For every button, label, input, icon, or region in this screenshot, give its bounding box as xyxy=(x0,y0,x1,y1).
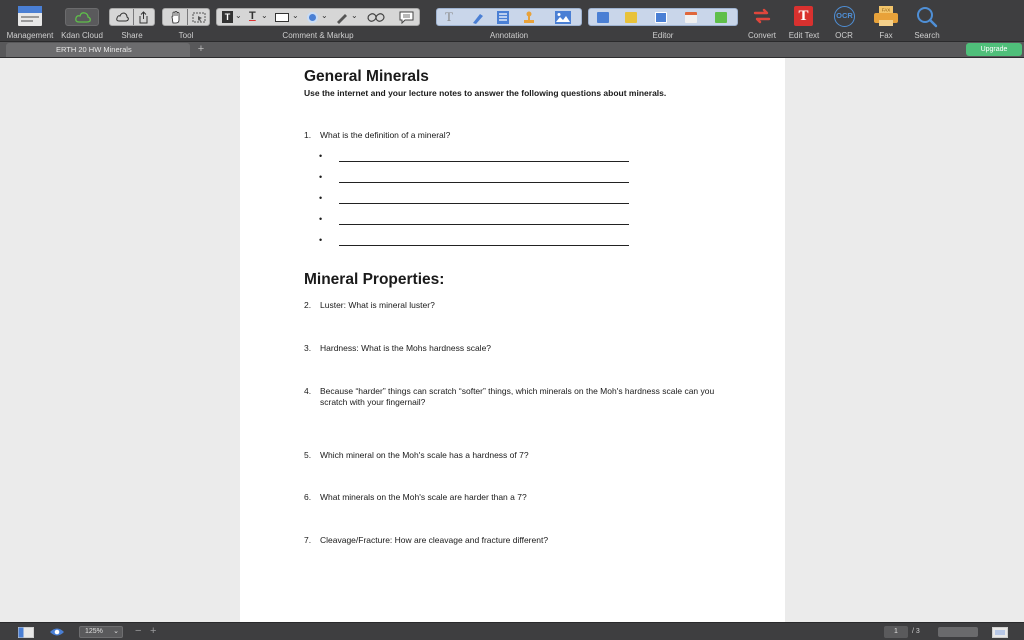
main-toolbar xyxy=(0,0,1024,42)
highlight-pen-icon[interactable] xyxy=(471,11,485,24)
image-icon[interactable] xyxy=(555,11,571,24)
extract-page-icon[interactable] xyxy=(655,12,667,23)
tool-divider xyxy=(187,9,188,25)
convert-label: Convert xyxy=(747,31,776,40)
kdan-cloud-button[interactable] xyxy=(60,4,104,38)
answer-bullet: • xyxy=(319,214,323,224)
answer-bullet: • xyxy=(319,151,323,161)
question-item xyxy=(304,386,734,408)
question-text: What minerals on the Moh's scale are harder than a 7? xyxy=(320,492,527,502)
cloud-outline-icon[interactable] xyxy=(116,12,129,22)
question-item xyxy=(304,300,734,311)
kdan-cloud-label: Kdan Cloud xyxy=(61,31,103,40)
question-text: Which mineral on the Moh's scale has a hardness of 7? xyxy=(320,450,529,460)
tool-segment xyxy=(162,8,210,26)
upgrade-button[interactable]: Upgrade xyxy=(966,43,1022,56)
page-number-input[interactable]: 1 xyxy=(884,626,908,638)
fax-button[interactable] xyxy=(868,4,904,38)
answer-bullet: • xyxy=(319,172,323,182)
document-instructions: Use the internet and your lecture notes to answer the following questions about minerals. xyxy=(304,88,667,98)
question-text: Hardness: What is the Mohs hardness scale? xyxy=(320,343,492,353)
management-label: Management xyxy=(6,31,54,40)
document-workspace[interactable] xyxy=(0,58,1024,622)
question-item xyxy=(304,535,734,546)
fax-icon-text: FAX xyxy=(881,7,891,13)
question-number: 4. xyxy=(304,386,312,396)
text-box-icon[interactable]: T xyxy=(222,11,233,23)
text-color-icon[interactable]: T xyxy=(249,10,256,22)
section-title: Mineral Properties: xyxy=(304,271,445,288)
add-tab-button[interactable]: + xyxy=(197,43,205,55)
question-text: Luster: What is mineral luster? xyxy=(320,300,435,310)
insert-page-icon[interactable] xyxy=(625,12,637,23)
answer-bullet: • xyxy=(319,235,323,245)
search-label: Search xyxy=(914,31,940,40)
comment-markup-label: Comment & Markup xyxy=(282,31,354,40)
zoom-out-button[interactable]: − xyxy=(135,625,142,637)
fax-icon xyxy=(874,6,898,27)
editor-segment xyxy=(588,8,738,26)
chevron-down-icon: ⌄ xyxy=(113,628,119,635)
pen-icon[interactable] xyxy=(335,11,349,24)
ocr-label: OCR xyxy=(835,31,853,40)
note-comment-icon[interactable] xyxy=(399,11,414,24)
cloud-icon xyxy=(75,12,91,23)
question-text: Because “harder” things can scratch “softer” things, which minerals on the Moh's hardness scale can you scratch with your fingernail? xyxy=(320,386,715,407)
question-item xyxy=(304,492,734,503)
edit-text-label: Edit Text xyxy=(788,31,820,40)
rectangle-shape-icon[interactable] xyxy=(275,13,289,22)
ocr-icon: OCR xyxy=(834,6,855,27)
answer-line[interactable] xyxy=(339,203,629,204)
question-number: 1. xyxy=(304,130,312,140)
tool-group xyxy=(160,4,212,38)
sidebar-toggle-icon[interactable] xyxy=(18,627,34,638)
crop-page-icon[interactable] xyxy=(685,12,697,23)
page-thumbnails-icon[interactable] xyxy=(597,12,609,23)
management-button[interactable] xyxy=(2,4,58,38)
answer-line[interactable] xyxy=(339,161,629,162)
question-number: 3. xyxy=(304,343,312,353)
answer-line[interactable] xyxy=(339,182,629,183)
page-navigation-slider[interactable] xyxy=(938,627,978,637)
annotation-label: Annotation xyxy=(489,31,529,40)
share-label: Share xyxy=(121,31,143,40)
question-number: 7. xyxy=(304,535,312,545)
annotation-segment xyxy=(436,8,582,26)
zoom-select[interactable] xyxy=(79,626,123,638)
document-title: General Minerals xyxy=(304,68,429,85)
annotation-group xyxy=(434,4,584,38)
search-button[interactable] xyxy=(908,4,946,38)
hand-icon[interactable] xyxy=(170,11,181,24)
edit-text-button[interactable] xyxy=(784,4,824,38)
tab-bar xyxy=(0,42,1024,58)
convert-icon xyxy=(752,7,772,25)
question-item xyxy=(304,450,734,461)
select-text-icon[interactable] xyxy=(192,12,206,23)
share-segment xyxy=(109,8,155,26)
question-number: 2. xyxy=(304,300,312,310)
share-icon[interactable] xyxy=(138,11,149,24)
tool-label: Tool xyxy=(178,31,194,40)
question-text: What is the definition of a mineral? xyxy=(320,130,451,140)
comment-markup-group xyxy=(214,4,422,38)
fax-label: Fax xyxy=(879,31,893,40)
typewriter-icon[interactable]: T xyxy=(445,9,453,24)
answer-line[interactable] xyxy=(339,245,629,246)
display-mode-icon[interactable] xyxy=(992,627,1008,638)
view-mode-eye-icon[interactable] xyxy=(49,627,65,637)
search-icon xyxy=(916,6,938,28)
color-picker-icon[interactable] xyxy=(307,12,318,23)
ocr-button[interactable] xyxy=(826,4,862,38)
answer-line[interactable] xyxy=(339,224,629,225)
status-bar xyxy=(0,622,1024,640)
chevron-down-icon[interactable]: ⌄ xyxy=(261,11,268,20)
question-item xyxy=(304,343,734,354)
share-group xyxy=(106,4,158,38)
zoom-value: 125% xyxy=(85,628,103,635)
chevron-down-icon[interactable]: ⌄ xyxy=(321,11,328,20)
convert-button[interactable] xyxy=(744,4,780,38)
edit-text-icon: T xyxy=(794,6,813,26)
chevron-down-icon[interactable]: ⌄ xyxy=(351,11,358,20)
editor-label: Editor xyxy=(652,31,674,40)
page-total: / 3 xyxy=(912,628,920,635)
export-page-icon[interactable] xyxy=(715,12,727,23)
share-divider xyxy=(133,9,134,25)
question-text: Cleavage/Fracture: How are cleavage and fracture different? xyxy=(320,535,549,545)
answer-bullet: • xyxy=(319,193,323,203)
chevron-down-icon[interactable]: ⌄ xyxy=(235,11,242,20)
zoom-in-button[interactable]: + xyxy=(150,625,157,637)
chevron-down-icon[interactable]: ⌄ xyxy=(292,11,299,20)
tab-document[interactable]: ERTH 20 HW Minerals xyxy=(6,43,190,57)
question-number: 6. xyxy=(304,492,312,502)
question-number: 5. xyxy=(304,450,312,460)
editor-group xyxy=(588,4,738,38)
list-icon[interactable] xyxy=(497,11,509,24)
kdan-cloud-segment xyxy=(65,8,99,26)
comment-markup-segment xyxy=(216,8,420,26)
question-item xyxy=(304,130,734,141)
stamp-icon[interactable] xyxy=(523,11,535,24)
link-icon[interactable] xyxy=(367,12,385,23)
pdf-page[interactable] xyxy=(240,58,785,622)
management-icon xyxy=(18,6,42,26)
